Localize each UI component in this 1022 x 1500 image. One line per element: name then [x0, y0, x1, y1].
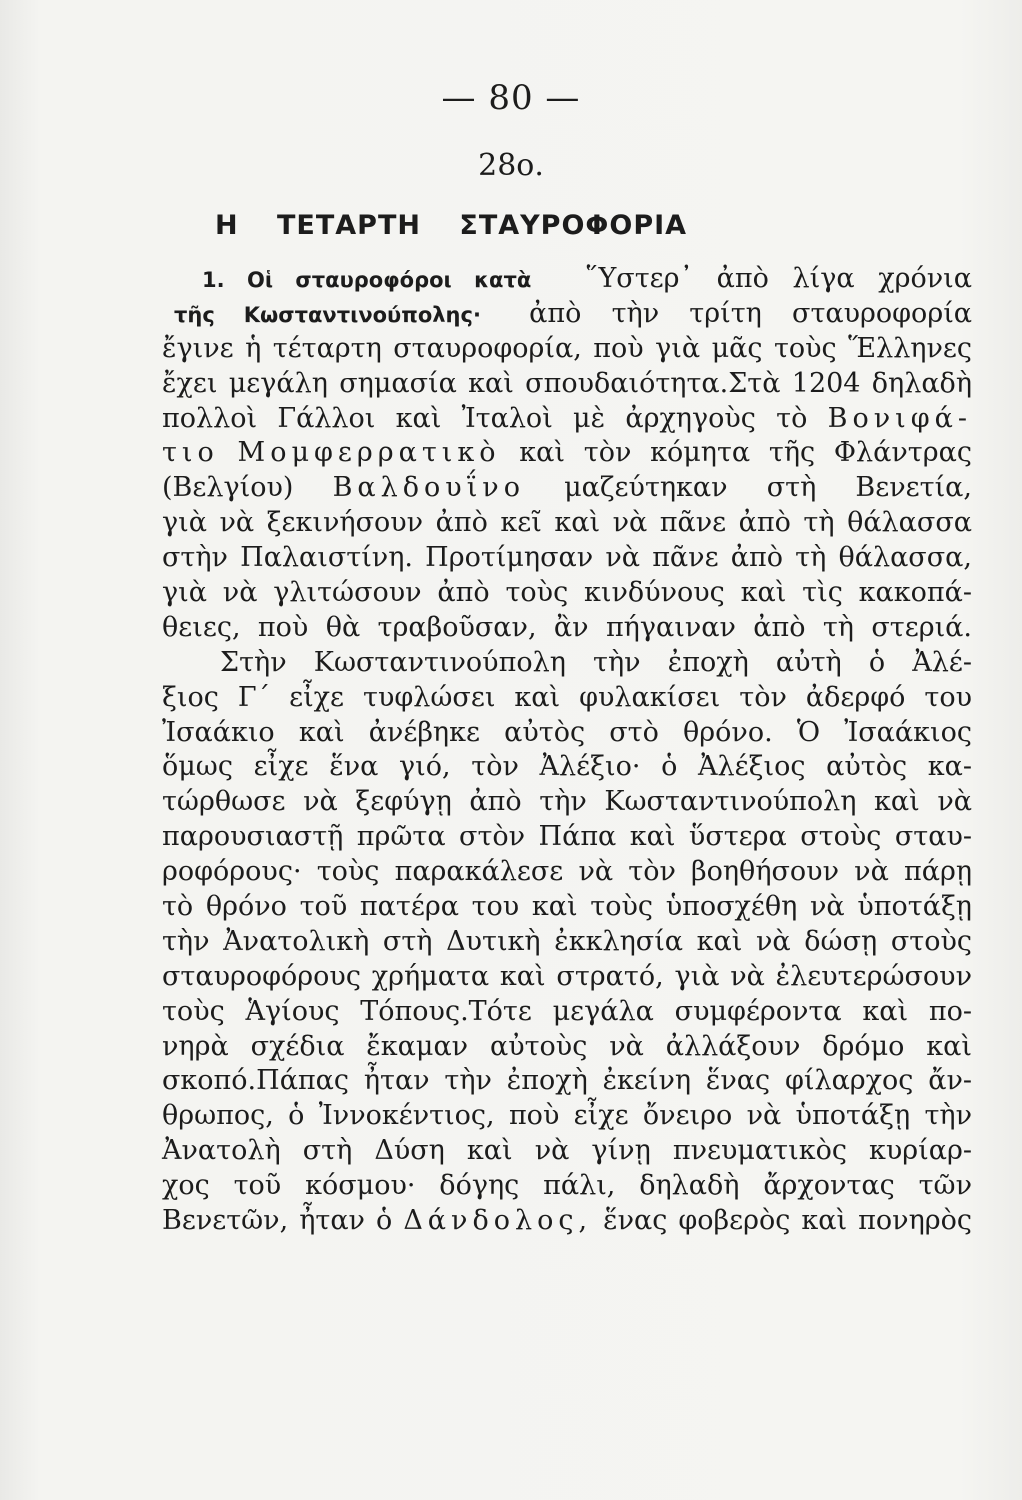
text-line: [162, 297, 972, 332]
text-run: πολλοὶ Γάλλοι καὶ Ἰταλοὶ μὲ ἀρχηγοὺς τὸ: [162, 402, 808, 434]
text-line: τὴν Ἀνατολικὴ στὴ Δυτικὴ ἐκκλησία καὶ νὰ δώσῃ στοὺς: [162, 925, 972, 957]
text-line: στὴν Παλαιστίνη. Προτίμησαν νὰ πᾶνε ἀπὸ τὴ θάλασσα,: [162, 542, 972, 574]
text-line: [162, 262, 972, 297]
text-run: (Βελγίου): [162, 472, 294, 504]
text-line: ἔγινε ἡ τέταρτη σταυροφορία, ποὺ γιὰ μᾶς τοὺς Ἕλληνες: [162, 332, 972, 364]
text-line: ὅμως εἶχε ἕνα γιό, τὸν Ἀλέξιο· ὁ Ἀλέξιος αὐτὸς κα-: [162, 751, 972, 783]
spaced-name: Βαλδουΐνο: [332, 472, 525, 504]
text-line: [162, 402, 972, 437]
text-line: ἔχει μεγάλη σημασία καὶ σπουδαιότητα.Στὰ 1204 δηλαδὴ: [162, 367, 972, 399]
text-line: ξιος Γ´ εἶχε τυφλώσει καὶ φυλακίσει τὸν ἀδερφό του: [162, 681, 972, 713]
text-run: ἀπὸ τὴν τρίτη σταυροφορία: [529, 297, 973, 329]
text-line: θειες, ποὺ θὰ τραβοῦσαν, ἂν πήγαιναν ἀπὸ τὴ στεριά.: [162, 611, 972, 643]
body-text: [162, 262, 972, 1239]
text-line: γιὰ νὰ ξεκινήσουν ἀπὸ κεῖ καὶ νὰ πᾶνε ἀπὸ τὴ θάλασσα: [162, 507, 972, 539]
chapter-title: Η ΤΕΤΑΡΤΗ ΣΤΑΥΡΟΦΟΡΙΑ: [215, 210, 688, 241]
text-line: παρουσιαστῇ πρῶτα στὸν Πάπα καὶ ὕστερα στοὺς σταυ-: [162, 821, 972, 853]
text-line: [162, 1204, 972, 1239]
text-line: θρωπος, ὁ Ἰννοκέντιος, ποὺ εἶχε ὄνειρο νὰ ὑποτάξῃ τὴν: [162, 1100, 972, 1132]
text-line: ροφόρους· τοὺς παρακάλεσε νὰ τὸν βοηθήσουν νὰ πάρῃ: [162, 856, 972, 888]
text-line: σκοπό.Πάπας ἦταν τὴν ἐποχὴ ἐκείνη ἕνας φίλαρχος ἄν-: [162, 1065, 972, 1097]
text-line: Στὴν Κωσταντινούπολη τὴν ἐποχὴ αὐτὴ ὁ Ἀλέ-: [220, 646, 972, 678]
text-line: γιὰ νὰ γλιτώσουν ἀπὸ τοὺς κινδύνους καὶ τὶς κακοπά-: [162, 577, 972, 609]
spaced-name: Δάνδολος,: [403, 1205, 593, 1237]
text-line: Ἰσαάκιο καὶ ἀνέβηκε αὐτὸς στὸ θρόνο. Ὁ Ἰσαάκιος: [162, 716, 972, 748]
text-line: Ἀνατολὴ στὴ Δύση καὶ νὰ γίνῃ πνευματικὸς κυρίαρ-: [162, 1135, 972, 1167]
spaced-name: Μομφερρατικὸ: [237, 437, 501, 469]
section-heading: 1. Οἱ σταυροφόροι κατὰ: [202, 268, 532, 292]
spaced-name: Βονιφά-: [827, 402, 972, 434]
text-run: μαζεύτηκαν στὴ Βενετία,: [564, 472, 973, 504]
text-line: τώρθωσε νὰ ξεφύγῃ ἀπὸ τὴν Κωσταντινούπολη καὶ νὰ: [162, 786, 972, 818]
text-line: [162, 436, 972, 471]
text-line: χος τοῦ κόσμου· δόγης πάλι, δηλαδὴ ἄρχοντας τῶν: [162, 1170, 972, 1202]
text-line: νηρὰ σχέδια ἔκαμαν αὐτοὺς νὰ ἀλλάξουν δρόμο καὶ: [162, 1030, 972, 1062]
text-run: καὶ τὸν κόμητα τῆς Φλάντρας: [519, 437, 972, 469]
text-run: Βενετῶν, ἦταν ὁ: [162, 1205, 393, 1237]
chapter-number: 28ο.: [478, 148, 544, 183]
text-run: ῞Υστερ᾽ ἀπὸ λίγα χρόνια: [584, 263, 972, 294]
text-line: τοὺς Ἁγίους Τόπους.Τότε μεγάλα συμφέροντα καὶ πο-: [162, 995, 972, 1027]
text-line: τὸ θρόνο τοῦ πατέρα του καὶ τοὺς ὑποσχέθη νὰ ὑποτάξῃ: [162, 891, 972, 923]
text-run: ἕνας φοβερὸς καὶ πονηρὸς: [603, 1205, 972, 1237]
page-number: — 80 —: [441, 78, 581, 118]
spaced-name: τιο: [162, 437, 219, 469]
text-line: [162, 471, 972, 506]
text-line: σταυροφόρους χρήματα καὶ στρατό, γιὰ νὰ ἐλευτερώσουν: [162, 960, 972, 992]
section-heading: τῆς Κωσταντινούπολης·: [174, 302, 481, 327]
